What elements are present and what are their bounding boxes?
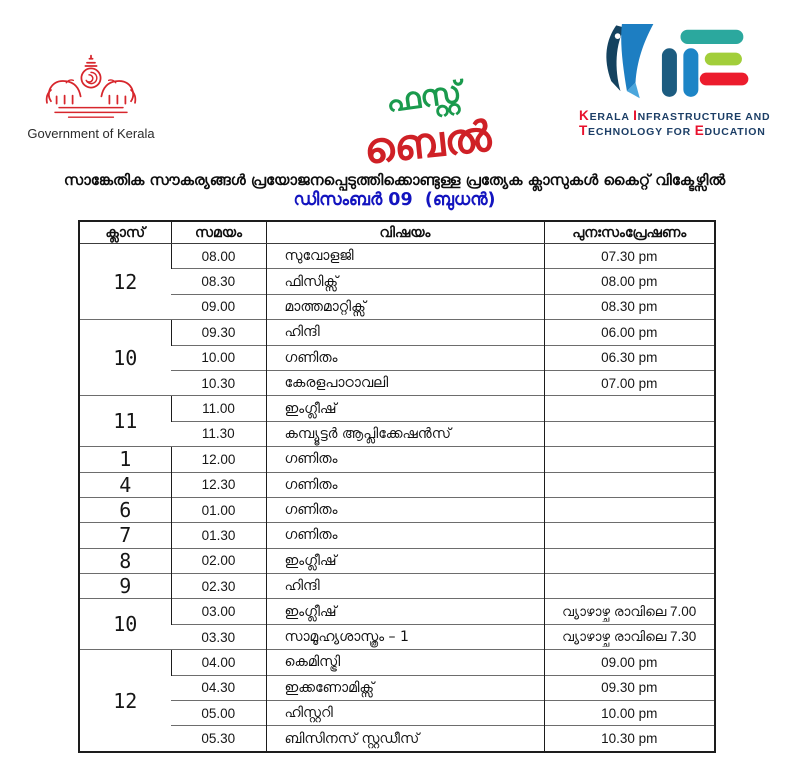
rebroadcast-cell xyxy=(544,574,715,599)
subject-cell: ഹിന്ദി xyxy=(266,574,544,599)
subject-cell: സുവോളജി xyxy=(266,244,544,269)
government-of-kerala-block xyxy=(26,46,156,141)
kite-logo-block xyxy=(561,24,783,139)
table-row xyxy=(79,345,715,370)
table-row xyxy=(79,599,715,624)
class-cell: 8 xyxy=(79,548,171,573)
subject-cell: ഗണിതം xyxy=(266,497,544,522)
rebroadcast-cell: 07.00 pm xyxy=(544,370,715,395)
time-cell: 10.00 xyxy=(171,345,266,370)
time-cell: 08.30 xyxy=(171,269,266,294)
time-cell: 12.00 xyxy=(171,447,266,472)
subject-cell: ഗണിതം xyxy=(266,345,544,370)
kite-text-line2: TECHNOLOGY FOR EDUCATION xyxy=(579,123,766,138)
subject-cell: കേരളപാഠാവലി xyxy=(266,370,544,395)
subject-cell: ഇക്കണോമിക്സ് xyxy=(266,675,544,700)
rebroadcast-cell: വ്യാഴാഴ്ച രാവിലെ 7.30 xyxy=(544,624,715,649)
time-cell: 11.30 xyxy=(171,421,266,446)
time-cell: 04.30 xyxy=(171,675,266,700)
rebroadcast-cell: 06.30 pm xyxy=(544,345,715,370)
time-cell: 04.00 xyxy=(171,650,266,675)
subject-cell: ഗണിതം xyxy=(266,472,544,497)
timetable-table xyxy=(78,220,716,753)
subject-cell: ഹിന്ദി xyxy=(266,320,544,345)
subject-cell: കമ്പ്യൂട്ടർ ആപ്ലിക്കേഷൻസ് xyxy=(266,421,544,446)
first-bell-word-bell: ബെൽ xyxy=(361,111,494,174)
rebroadcast-cell xyxy=(544,472,715,497)
table-row xyxy=(79,269,715,294)
table-row xyxy=(79,396,715,421)
time-cell: 01.00 xyxy=(171,497,266,522)
table-row xyxy=(79,523,715,548)
time-cell: 08.00 xyxy=(171,244,266,269)
table-row xyxy=(79,548,715,573)
time-cell: 03.00 xyxy=(171,599,266,624)
table-row xyxy=(79,574,715,599)
rebroadcast-cell: 06.00 pm xyxy=(544,320,715,345)
timetable xyxy=(78,220,716,753)
class-cell: 7 xyxy=(79,523,171,548)
rebroadcast-cell xyxy=(544,548,715,573)
table-row xyxy=(79,294,715,319)
rebroadcast-cell xyxy=(544,523,715,548)
table-header-row xyxy=(79,221,715,244)
timetable-body xyxy=(79,244,715,752)
subject-cell: ഗണിതം xyxy=(266,523,544,548)
subject-cell: കെമിസ്ട്രി xyxy=(266,650,544,675)
rebroadcast-cell xyxy=(544,421,715,446)
time-cell: 02.30 xyxy=(171,574,266,599)
subject-cell: മാത്തമാറ്റിക്സ് xyxy=(266,294,544,319)
rebroadcast-cell: 09.00 pm xyxy=(544,650,715,675)
rebroadcast-cell xyxy=(544,447,715,472)
class-cell: 10 xyxy=(79,599,171,650)
table-row xyxy=(79,244,715,269)
government-of-kerala-label: Government of Kerala xyxy=(27,126,155,141)
time-cell: 05.00 xyxy=(171,701,266,726)
time-cell: 09.00 xyxy=(171,294,266,319)
time-cell: 11.00 xyxy=(171,396,266,421)
time-cell: 09.30 xyxy=(171,320,266,345)
table-row xyxy=(79,726,715,752)
broadcast-date: ഡിസംബർ 09 (ബുധൻ) xyxy=(293,190,496,210)
rebroadcast-cell: 10.30 pm xyxy=(544,726,715,752)
subject-cell: ഫിസിക്സ് xyxy=(266,269,544,294)
table-row xyxy=(79,701,715,726)
table-row xyxy=(79,675,715,700)
kerala-emblem-icon xyxy=(43,46,139,122)
rebroadcast-cell: 10.00 pm xyxy=(544,701,715,726)
time-cell: 01.30 xyxy=(171,523,266,548)
table-row xyxy=(79,497,715,522)
header-class: ക്ലാസ് xyxy=(79,221,171,244)
table-row xyxy=(79,421,715,446)
rebroadcast-cell: 09.30 pm xyxy=(544,675,715,700)
class-cell: 12 xyxy=(79,244,171,320)
rebroadcast-cell: വ്യാഴാഴ്ച രാവിലെ 7.00 xyxy=(544,599,715,624)
table-row xyxy=(79,650,715,675)
table-row xyxy=(79,472,715,497)
class-cell: 6 xyxy=(79,497,171,522)
time-cell: 02.00 xyxy=(171,548,266,573)
time-cell: 12.30 xyxy=(171,472,266,497)
subject-cell: സാമൂഹ്യശാസ്ത്രം – 1 xyxy=(266,624,544,649)
rebroadcast-cell: 07.30 pm xyxy=(544,244,715,269)
kite-logo-text xyxy=(561,109,783,139)
kite-text-line1: KERALA INFRASTRUCTURE AND xyxy=(579,108,771,123)
rebroadcast-cell xyxy=(544,497,715,522)
table-row xyxy=(79,624,715,649)
table-row xyxy=(79,370,715,395)
subject-cell: ഇംഗ്ലീഷ് xyxy=(266,396,544,421)
first-bell-word-first: ഫസ്റ്റ് xyxy=(383,74,464,121)
header-rebroadcast: പുനഃസംപ്രേഷണം xyxy=(544,221,715,244)
rebroadcast-cell: 08.30 pm xyxy=(544,294,715,319)
class-cell: 1 xyxy=(79,447,171,472)
time-cell: 03.30 xyxy=(171,624,266,649)
subject-cell: ഹിസ്റ്ററി xyxy=(266,701,544,726)
class-cell: 12 xyxy=(79,650,171,752)
class-cell: 9 xyxy=(79,574,171,599)
class-cell: 11 xyxy=(79,396,171,447)
subject-cell: ഇംഗ്ലീഷ് xyxy=(266,548,544,573)
rebroadcast-cell xyxy=(544,396,715,421)
kite-logo-icon xyxy=(575,24,771,104)
first-bell-logo xyxy=(352,62,502,180)
subject-cell: ഇംഗ്ലീഷ് xyxy=(266,599,544,624)
time-cell: 10.30 xyxy=(171,370,266,395)
table-row xyxy=(79,447,715,472)
page-title: സാങ്കേതിക സൗകര്യങ്ങൾ പ്രയോജനപ്പെടുത്തിക്കൊണ്ടുള്ള പ്രത്യേക ക്ലാസുകൾ കൈറ്റ് വിക്ടേഴ്സിൽ xyxy=(63,171,726,189)
subject-cell: ഗണിതം xyxy=(266,447,544,472)
table-row xyxy=(79,320,715,345)
header-subject: വിഷയം xyxy=(266,221,544,244)
class-cell: 10 xyxy=(79,320,171,396)
class-cell: 4 xyxy=(79,472,171,497)
rebroadcast-cell: 08.00 pm xyxy=(544,269,715,294)
subject-cell: ബിസിനസ് സ്റ്റഡീസ് xyxy=(266,726,544,752)
time-cell: 05.30 xyxy=(171,726,266,752)
header-time: സമയം xyxy=(171,221,266,244)
